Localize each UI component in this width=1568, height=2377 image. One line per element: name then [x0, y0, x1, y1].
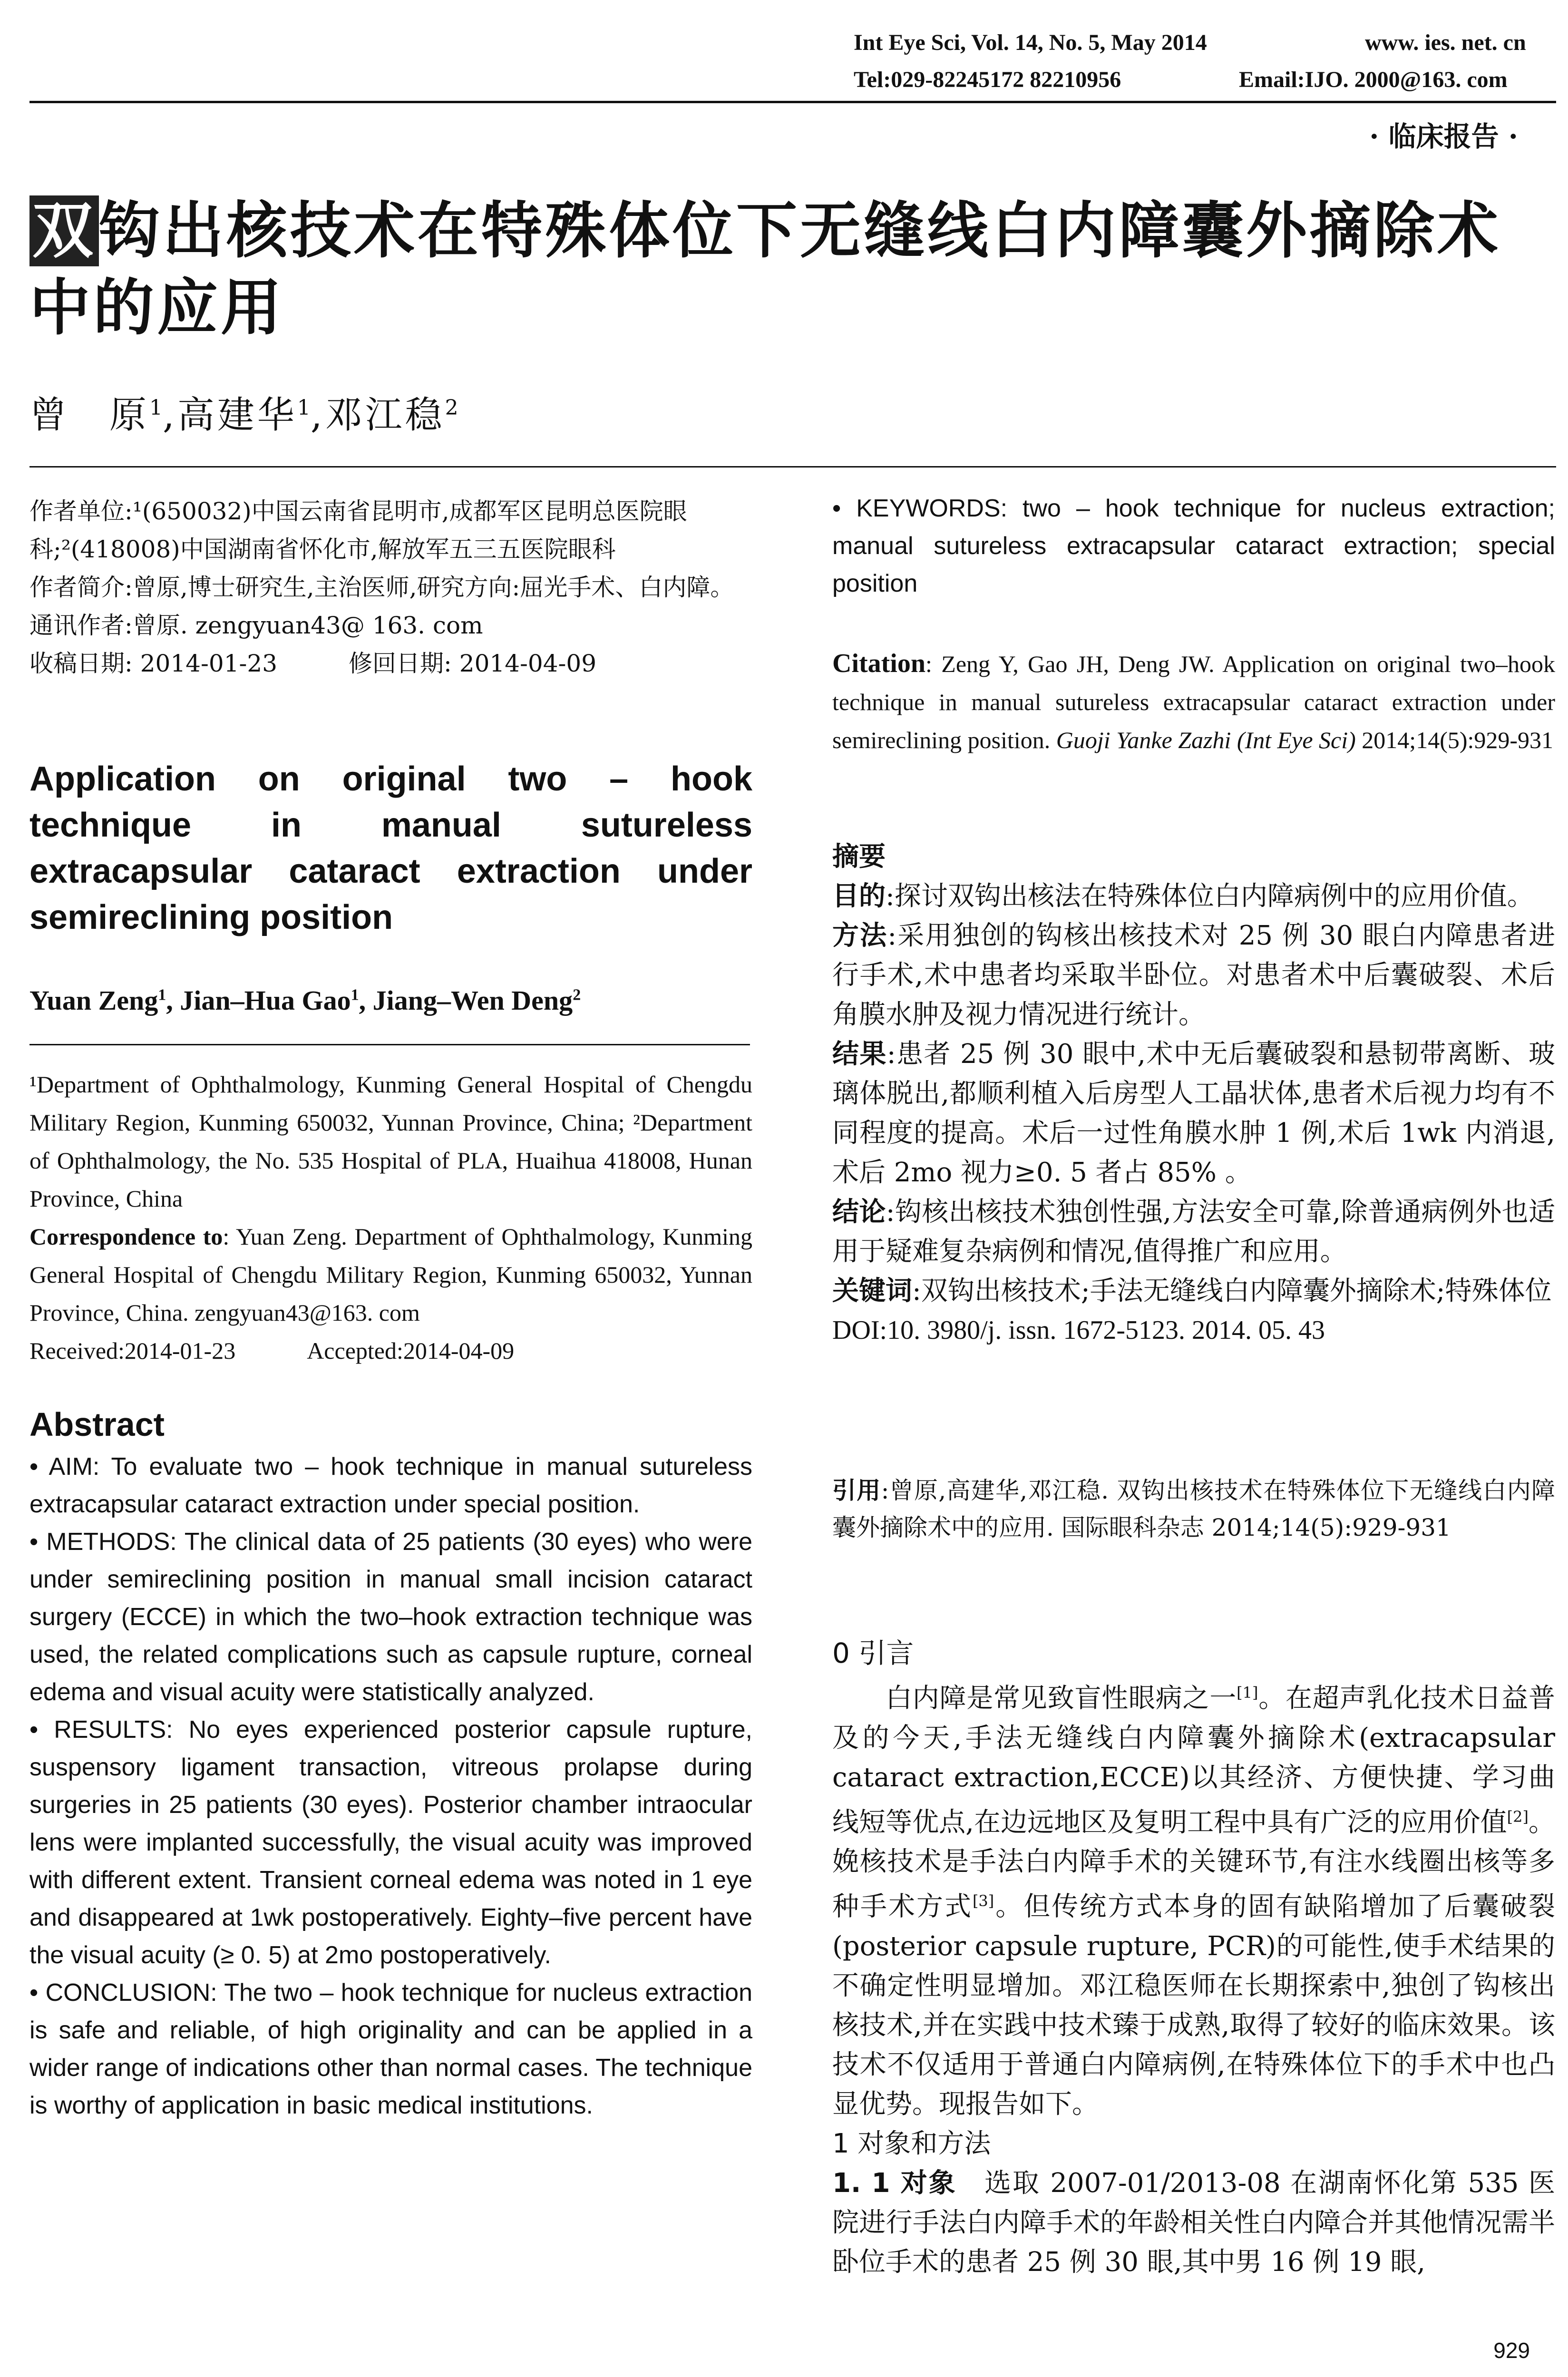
keywords: • KEYWORDS: two – hook technique for nucleus extraction; manual sutureless extracapsular cataract extraction; special position: [832, 495, 1555, 597]
journal-phone: Tel:029-82245172 82210956: [854, 67, 1121, 92]
english-authors: Yuan Zeng$^1$, Jian–Hua Gao$^1$, Jiang–Wen Deng$^2$: [29, 985, 581, 1016]
author-name: 高建华: [177, 394, 297, 437]
authors-cn: 曾 原$^1$,高建华$^1$,邓江稳$^2$: [29, 394, 458, 437]
intro-heading: 0 引言: [832, 1637, 914, 1669]
journal-website: www. ies. net. cn: [1365, 30, 1526, 55]
abstract-heading: Abstract: [29, 1406, 165, 1443]
citation-tail: 2014;14(5):929-931: [1355, 727, 1554, 753]
abstract-aim: • AIM: To evaluate two – hook technique in manual sutureless extracapsular cataract extraction under special position.: [29, 1453, 752, 1518]
journal-citation-line: Int Eye Sci, Vol. 14, No. 5, May 2014: [854, 30, 1207, 55]
author-affiliation-mark: 1: [149, 396, 163, 420]
header-rule: [29, 101, 1556, 103]
cn-abstract-text: :双钩出核技术;手法无缝线白内障囊外摘除术;特殊体位: [912, 1276, 1552, 1306]
en-author-affiliation-mark: 1: [351, 986, 359, 1004]
received-accepted: Received:2014-01-23 Accepted:2014-04-09: [29, 1337, 515, 1364]
en-author-name: Yuan Zeng: [29, 985, 158, 1016]
author-bio: 作者简介:曾原,博士研究生,主治医师,研究方向:屈光手术、白内障。: [29, 574, 734, 601]
citation-text: : Zeng Y, Gao JH, Deng JW. Application on original two–hook technique in manual sutureless extracapsular cataract extraction under semireclining position.: [832, 651, 1555, 753]
cn-abstract-conclusion: [832, 1192, 1555, 1271]
cn-abstract-block: [832, 837, 1555, 1350]
author-units: 作者单位:¹(650032)中国云南省昆明市,成都军区昆明总医院眼科;²(418008)中国湖南省怀化市,解放军五三五医院眼科: [29, 497, 687, 563]
cn-abstract-text: :探讨双钩出核法在特殊体位白内障病例中的应用价值。: [886, 881, 1534, 912]
intro-section: [832, 1634, 1555, 2282]
cn-keywords: [832, 1271, 1555, 1311]
doi: DOI:10. 3980/j. issn. 1672-5123. 2014. 05. 43: [832, 1315, 1325, 1345]
cn-abstract-heading: 摘要: [832, 841, 886, 872]
en-author-affiliation-mark: 1: [158, 986, 166, 1004]
reference-mark: [3]: [972, 1892, 994, 1910]
cn-abstract-label: 结果: [832, 1039, 887, 1070]
title-rest: 钩出核技术在特殊体位下无缝线白内障囊外摘除术中的应用: [29, 195, 1501, 343]
cn-abstract-label: 目的: [832, 881, 886, 912]
cn-abstract-text: :钩核出核技术独创性强,方法安全可靠,除普通病例外也适用于疑难复杂病例和情况,值得推广和应用。: [832, 1197, 1556, 1267]
abstract-conclusion: • CONCLUSION: The two – hook technique for nucleus extraction is safe and reliable, of high originality and can be applied in a wider range of indications other than normal cases. The technique is worthy of application in basic medical institutions.: [29, 1979, 752, 2119]
cn-abstract-results: [832, 1034, 1555, 1192]
cn-citation-text: :曾原,高建华,邓江稳. 双钩出核技术在特殊体位下无缝线白内障囊外摘除术中的应用. 国际眼科杂志 2014;14(5):929-931: [832, 1477, 1556, 1541]
cn-abstract-label: 方法: [832, 920, 888, 951]
english-affiliation-block: [29, 1065, 752, 1370]
cn-abstract-methods: [832, 916, 1555, 1034]
author-affiliation-mark: 1: [297, 396, 311, 420]
section-label: · 临床报告 ·: [1369, 120, 1518, 153]
correspondence: [29, 1218, 752, 1332]
cn-abstract-aim: [832, 877, 1555, 916]
correspondence-text: : Yuan Zeng. Department of Ophthalmology, Kunming General Hospital of Chengdu Military Region, Kunming 650032, Yunnan Province, China. zengyuan43@163. com: [29, 1223, 752, 1326]
english-title: Application on original two – hook technique in manual sutureless extracapsular cataract extraction under semireclining position: [29, 760, 752, 936]
citation-label: Citation: [832, 649, 925, 678]
author-name: 曾 原: [29, 394, 150, 437]
english-affiliation: ¹Department of Ophthalmology, Kunming General Hospital of Chengdu Military Region, Kunming 650032, Yunnan Province, China; ²Department of Ophthalmology, the No. 535 Hospital of PLA, Huaihua 418008, Hunan Province, China: [29, 1071, 752, 1212]
citation-block: [832, 644, 1555, 759]
citation-journal: Guoji Yanke Zazhi (Int Eye Sci): [1056, 727, 1356, 753]
cn-abstract-text: :采用独创的钩核出核技术对 25 例 30 眼白内障患者进行手术,术中患者均采取半卧位。对患者术中后囊破裂、术后角膜水肿及视力情况进行统计。: [832, 920, 1555, 1030]
received-dates-cn: 收稿日期: 2014-01-23 修回日期: 2014-04-09: [29, 650, 597, 677]
methods-paragraph: 1. 1 对象 选取 2007-01/2013-08 在湖南怀化第 535 医院进行手法白内障手术的年龄相关性白内障合并其他情况需半卧位手术的患者 25 例 30 眼,其中男 16 例 19 眼,: [832, 2167, 1555, 2278]
en-author-affiliation-mark: 2: [573, 986, 581, 1004]
author-name: 邓江稳: [325, 394, 445, 437]
title-first-char: 双: [29, 195, 99, 266]
author-info-block: [29, 492, 752, 682]
corresponding-author: 通讯作者:曾原. zengyuan43@ 163. com: [29, 612, 483, 639]
cn-abstract-text: :患者 25 例 30 眼中,术中无后囊破裂和悬韧带离断、玻璃体脱出,都顺利植入后房型人工晶状体,患者术后视力均有不同程度的提高。术后一过性角膜水肿 1 例,术后 1wk 内消退,术后 2mo 视力≥0. 5 者占 85% 。: [832, 1039, 1556, 1188]
abstract-methods: • METHODS: The clinical data of 25 patients (30 eyes) who were under semireclining position in manual small incision cataract surgery (ECCE) in which the two–hook extraction technique was used, the related complications such as capsule rupture, corneal edema and visual acuity were statistically analyzed.: [29, 1528, 752, 1706]
en-author-name: Jiang–Wen Deng: [372, 985, 573, 1016]
methods-subheading: 1. 1 对象: [832, 2167, 957, 2199]
intro-paragraph: 白内障是常见致盲性眼病之一[1]。在超声乳化技术日益普及的今天,手法无缝线白内障囊外摘除术(extracapsular cataract extraction,ECCE)以其经济、方便快捷、学习曲线短等优点,在边远地区及复明工程中具有广泛的应用价值[2]。娩核技术是手法白内障手术的关键环节,有注水线圈出核等多种手术方式[3]。但传统方式本身的固有缺陷增加了后囊破裂(posterior capsule rupture, PCR)的可能性,使手术结果的不确定性明显增加。邓江稳医师在长期探索中,独创了钩核出核技术,并在实践中技术臻于成熟,取得了较好的临床效果。该技术不仅适用于普通白内障病例,在特殊体位下的手术中也凸显优势。现报告如下。: [832, 1683, 1556, 2120]
cn-abstract-label: 关键词: [832, 1276, 912, 1306]
cn-citation: [832, 1472, 1555, 1546]
journal-email: Email:IJO. 2000@163. com: [1239, 67, 1508, 92]
correspondence-label: Correspondence to: [29, 1223, 223, 1250]
page-number: 929: [1493, 2338, 1530, 2363]
abstract-body: [29, 1448, 752, 2124]
cn-citation-label: 引用: [832, 1477, 881, 1504]
author-affiliation-mark: 2: [445, 396, 458, 420]
reference-mark: [1]: [1237, 1684, 1258, 1702]
methods-heading: 1 对象和方法: [832, 2128, 991, 2159]
cn-abstract-label: 结论: [832, 1197, 886, 1227]
reference-mark: [2]: [1507, 1807, 1529, 1826]
authors-rule: [29, 466, 1556, 468]
en-author-name: Jian–Hua Gao: [180, 985, 351, 1016]
affiliation-rule: [29, 1044, 750, 1045]
abstract-results: • RESULTS: No eyes experienced posterior capsule rupture, suspensory ligament transaction, vitreous prolapse during surgeries in 25 patients (30 eyes). Posterior chamber intraocular lens were implanted successfully, the visual acuity was improved with different extent. Transient corneal edema was noted in 1 eye and disappeared at 1wk postoperatively. Eighty–five percent have the visual acuity (≥ 0. 5) at 2mo postoperatively.: [29, 1716, 752, 1969]
article-title: [29, 193, 1551, 347]
